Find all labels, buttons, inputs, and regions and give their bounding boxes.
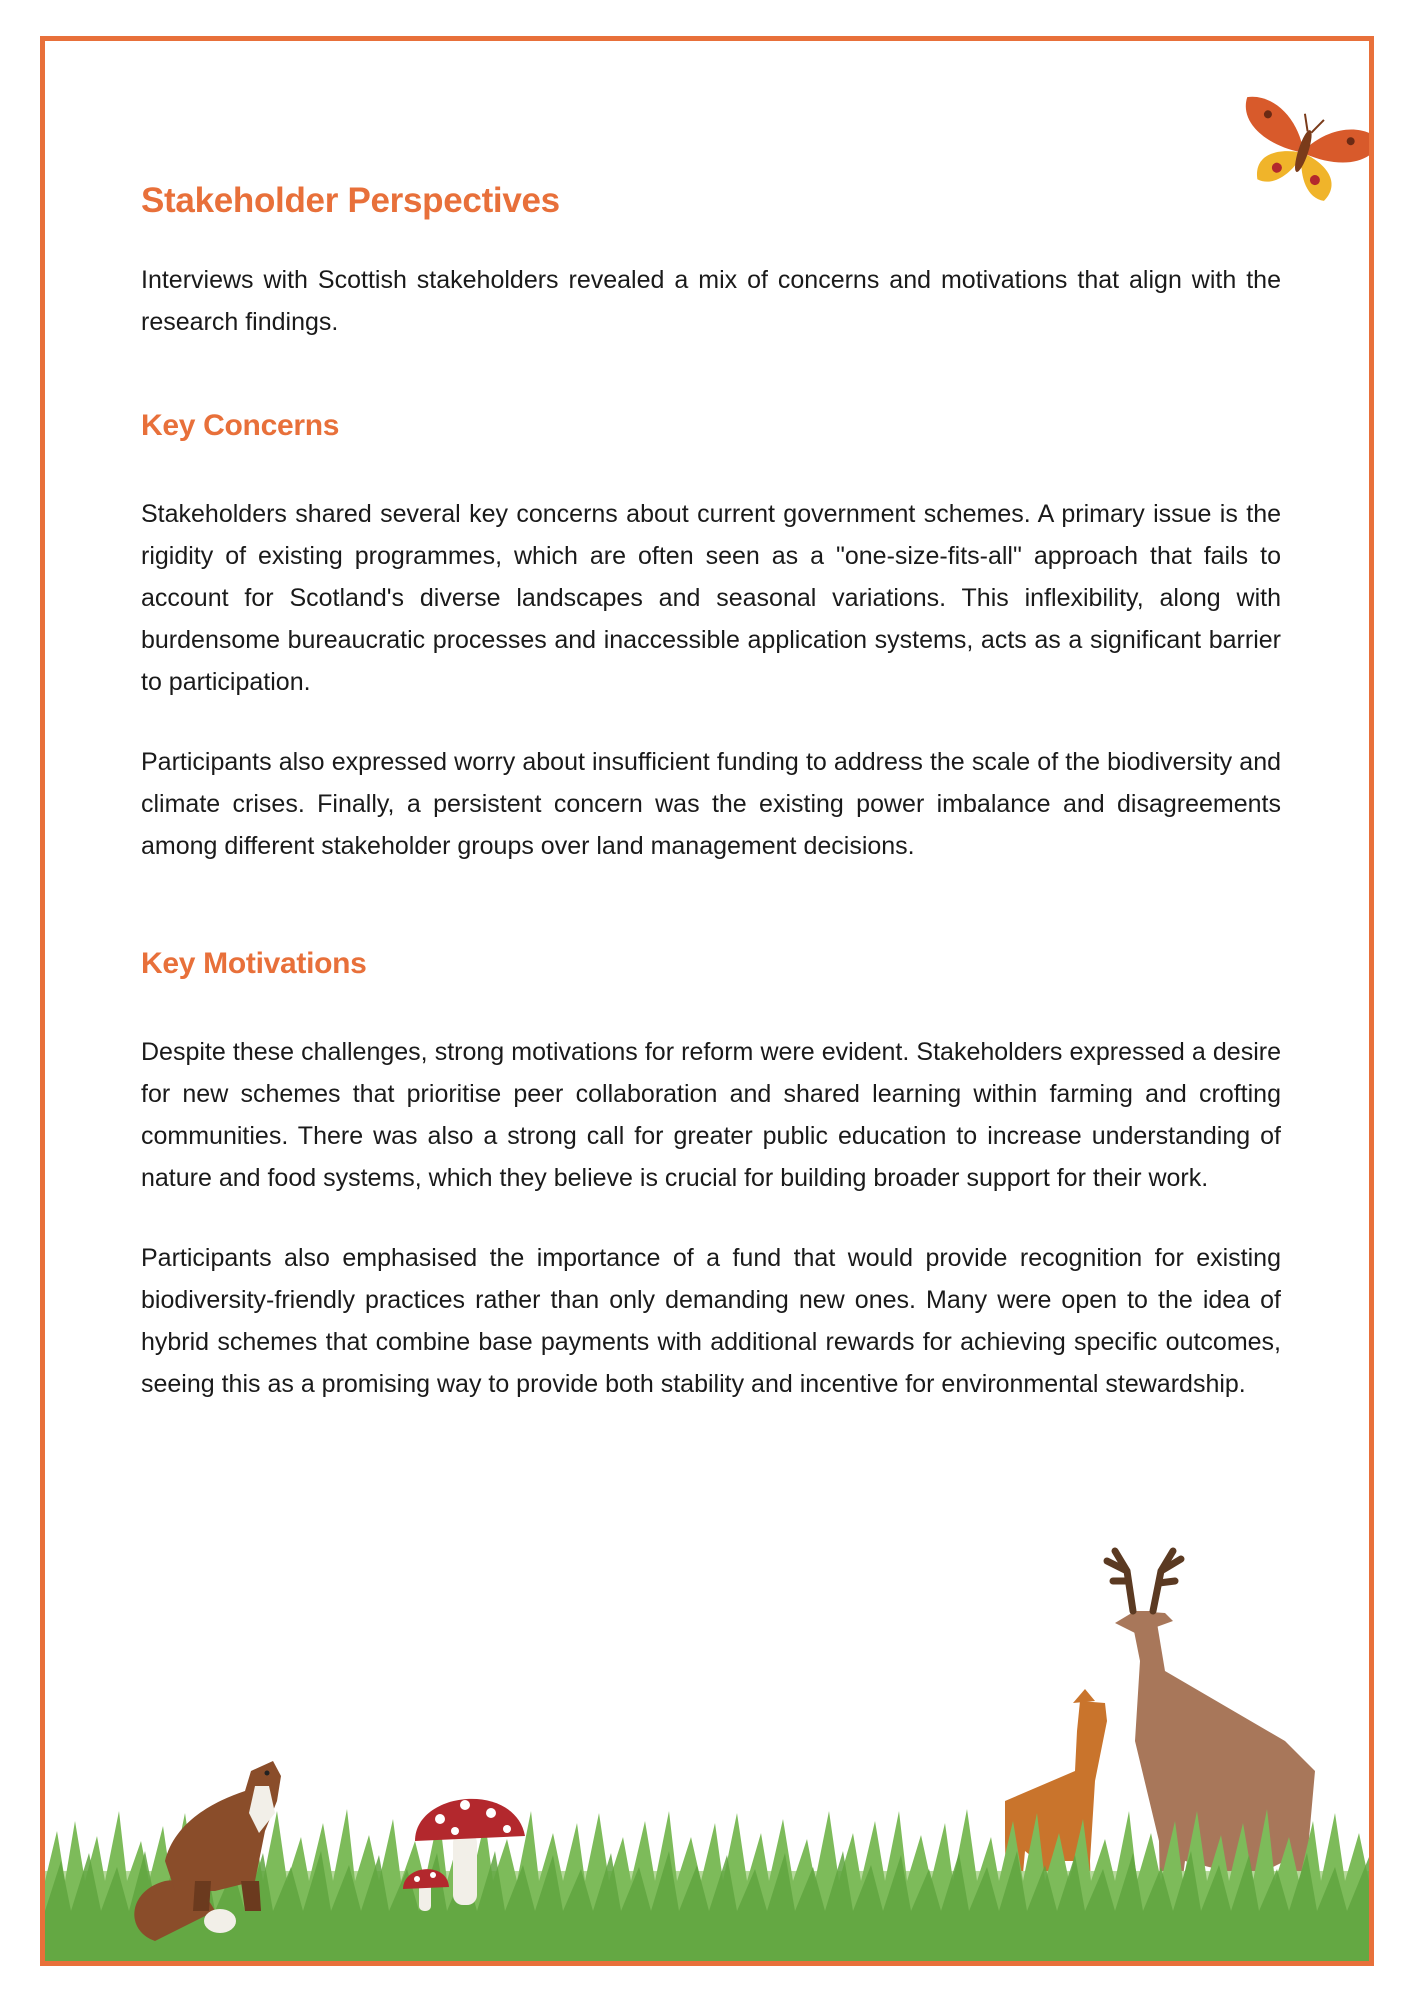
concerns-paragraph-2: Participants also expressed worry about insufficient funding to address the scale of the biodiversity and climate crises. Finally, a persistent concern was the existing power imbalance and disagreements among different stakeholder groups over land management decisions. bbox=[141, 748, 1281, 860]
nature-scene bbox=[45, 1441, 1369, 1961]
motivations-heading: Key Motivations bbox=[141, 947, 367, 980]
concerns-heading: Key Concerns bbox=[141, 409, 340, 442]
page-title: Stakeholder Perspectives bbox=[141, 181, 560, 220]
concerns-paragraph-1: Stakeholders shared several key concerns about current government schemes. A primary issue is the rigidity of existing programmes, which are often seen as a "one-size-fits-all" approach that fails to account for Scotland's diverse landscapes and seasonal variations. This inflexibility, along with burdensome bureaucratic processes and inaccessible application systems, acts as a significant barrier to participation. bbox=[141, 500, 1281, 696]
motivations-paragraph-2: Participants also emphasised the importance of a fund that would provide recognition for existing biodiversity-friendly practices rather than only demanding new ones. Many were open to the idea of hybrid schemes that combine base payments with additional rewards for achieving specific outcomes, seeing this as a promising way to provide both stability and incentive for environmental stewardship. bbox=[141, 1244, 1281, 1398]
page-frame bbox=[40, 36, 1374, 1966]
document-body bbox=[141, 181, 1281, 1405]
motivations-paragraph-1: Despite these challenges, strong motivations for reform were evident. Stakeholders expressed a desire for new schemes that prioritise peer collaboration and shared learning within farming and crofting communities. There was also a strong call for greater public education to increase understanding of nature and food systems, which they believe is crucial for building broader support for their work. bbox=[141, 1038, 1281, 1192]
intro-paragraph: Interviews with Scottish stakeholders revealed a mix of concerns and motivations that align with the research findings. bbox=[141, 266, 1281, 336]
